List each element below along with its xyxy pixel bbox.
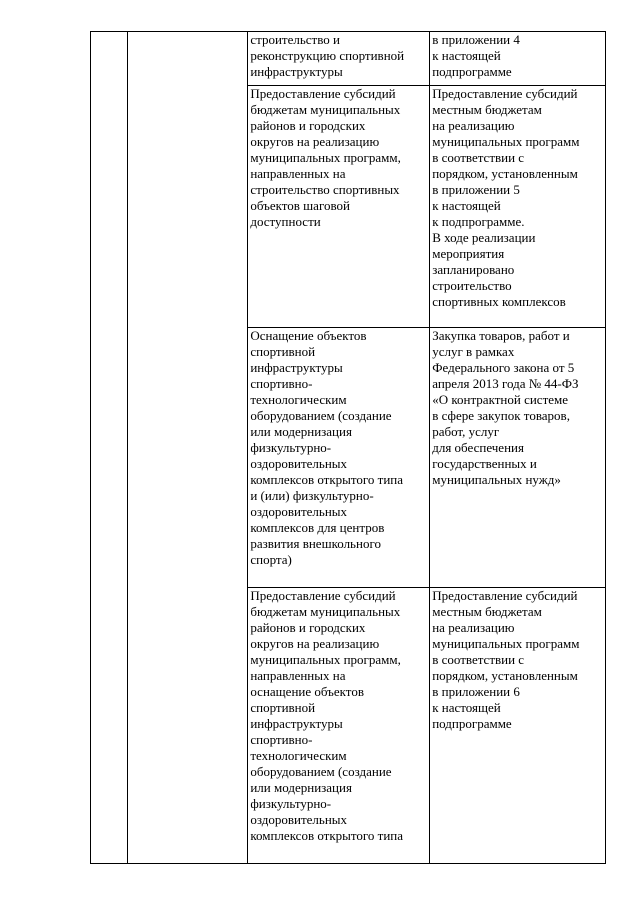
measure-text: Предоставление субсидий бюджетам муниципальных районов и городских округов на реализацию муниципальных программ, направленных на строительство спортивных объектов шаговой доступности <box>250 86 401 229</box>
mechanism-text: Закупка товаров, работ и услуг в рамках Федерального закона от 5 апреля 2013 года № 44-ФЗ «О контрактной системе в сфере закупок товаров, работ, услуг для обеспечения государственных и муниципальных нужд» <box>432 328 579 487</box>
table-row <box>91 32 606 86</box>
mechanism-cell <box>430 32 606 86</box>
mechanism-cell <box>430 86 606 328</box>
measure-text: Оснащение объектов спортивной инфраструктуры спортивно- технологическим оборудованием (создание или модернизация физкультурно- оздоровительных комплексов открытого типа и (или) физкультурно- оздоровительных комплексов для центров развития внешкольного спорта) <box>250 328 404 567</box>
mechanism-text: Предоставление субсидий местным бюджетам на реализацию муниципальных программ в соответствии с порядком, установленным в приложении 5 к настоящей к подпрограмме. В ходе реализации мероприятия запланировано строительство спортивных комплексов <box>432 86 580 309</box>
measure-cell <box>248 328 430 588</box>
subprogram-measures-table <box>90 31 606 864</box>
number-column-cell <box>91 32 128 864</box>
measure-text: строительство и реконструкцию спортивной инфраструктуры <box>250 32 405 79</box>
measure-cell <box>248 588 430 864</box>
measure-cell <box>248 86 430 328</box>
mechanism-cell <box>430 588 606 864</box>
mechanism-text: в приложении 4 к настоящей подпрограмме <box>432 32 520 79</box>
task-column-cell <box>127 32 248 864</box>
measure-cell <box>248 32 430 86</box>
measure-text: Предоставление субсидий бюджетам муниципальных районов и городских округов на реализацию муниципальных программ, направленных на оснащение объектов спортивной инфраструктуры спортивно- технологическим оборудованием (создание или модернизация физкультурно- оздоровительных комплексов открытого типа <box>250 588 404 843</box>
mechanism-text: Предоставление субсидий местным бюджетам на реализацию муниципальных программ в соответствии с порядком, установленным в приложении 6 к настоящей подпрограмме <box>432 588 580 731</box>
mechanism-cell <box>430 328 606 588</box>
